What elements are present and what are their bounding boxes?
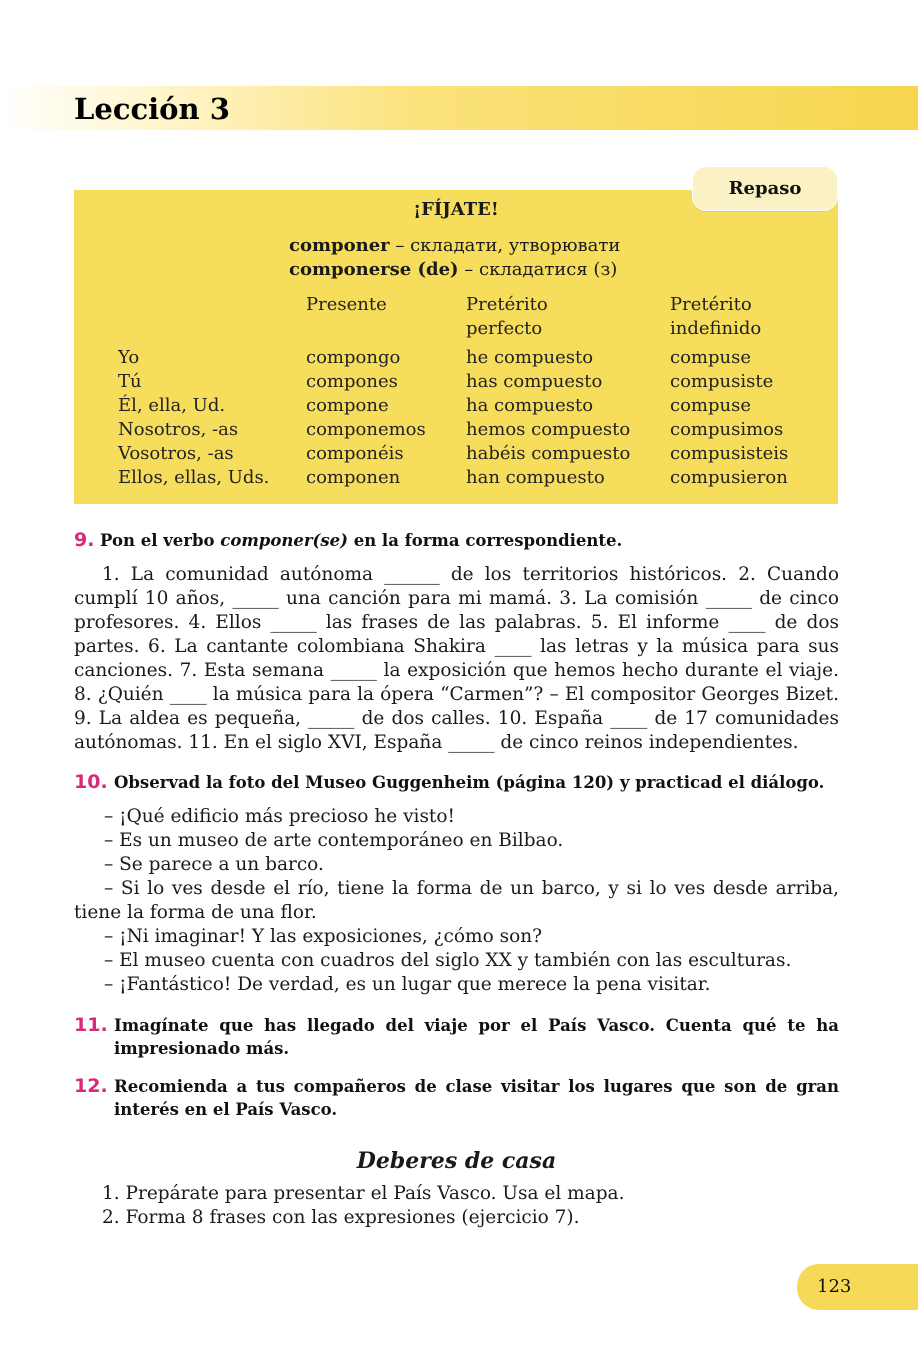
verb-term: componerse (de) (289, 259, 459, 280)
pronoun-cell: Yo (118, 347, 140, 368)
dialog-line: – Si lo ves desde el río, tiene la forma de un barco, y si lo ves desde arriba, tiene la forma de una flor. (74, 878, 839, 923)
pronoun-cell: Tú (118, 371, 142, 392)
presente-cell: compongo (306, 347, 401, 368)
exercise-12-number: 12. (74, 1075, 108, 1097)
exercise-9-number: 9. (74, 529, 95, 551)
verb-definition-2 (289, 258, 617, 282)
presente-cell: componen (306, 467, 401, 488)
dialog-line: – ¡Ni imaginar! Y las exposiciones, ¿cómo son? (104, 926, 543, 947)
pronoun-cell: Vosotros, -as (118, 443, 234, 464)
exercise-11-title-line2: impresionado más. (114, 1039, 290, 1058)
exercise-11-number: 11. (74, 1014, 108, 1036)
exercise-10-number: 10. (74, 771, 108, 793)
page-number: 123 (797, 1264, 918, 1310)
box-heading: ¡FÍJATE! (413, 199, 499, 220)
pronoun-cell: Nosotros, -as (118, 419, 239, 440)
indefinido-cell: compuse (670, 395, 751, 416)
homework-item-1: 1. Prepárate para presentar el País Vasco. Usa el mapa. (102, 1183, 625, 1204)
exercise-9-text: 1. La comunidad autónoma ______ de los territorios históricos. 2. Cuando cumplí 10 años, _____ una canción para mi mamá. 3. La comisión _____ de cinco profesores. 4. Ellos _____ las frases de las palabras. 5. El informe ____ de dos partes. 6. La cantante colombiana Shakira ____ las letras y la música para sus canciones. 7. Esta semana _____ la exposición que hemos hecho durante el viaje. 8. ¿Quién ____ la música para la ópera “Carmen”? – El compositor Georges Bizet. 9. La aldea es pequeña, _____ de dos calles. 10. España ____ de 17 comunidades autónomas. 11. En el siglo XVI, España _____ de cinco reinos independientes. (74, 564, 839, 753)
dialog-line: – ¡Qué edificio más precioso he visto! (104, 806, 455, 827)
pronoun-cell: Ellos, ellas, Uds. (118, 467, 270, 488)
presente-cell: compone (306, 395, 389, 416)
dialog-line: – Es un museo de arte contemporáneo en Bilbao. (104, 830, 564, 851)
perfecto-cell: hemos compuesto (466, 419, 631, 440)
column-header-preterito-perfecto: Pretérito perfecto (466, 294, 548, 339)
perfecto-cell: han compuesto (466, 467, 605, 488)
dialog-line: – Se parece a un barco. (104, 854, 324, 875)
table-row (0, 370, 918, 394)
exercise-9-title: Pon el verbo componer(se) en la forma correspondiente. (100, 531, 623, 550)
table-row (0, 466, 918, 490)
dialog-line: – El museo cuenta con cuadros del siglo XX y también con las esculturas. (104, 950, 792, 971)
indefinido-cell: compusimos (670, 419, 784, 440)
presente-cell: compones (306, 371, 398, 392)
table-row (0, 394, 918, 418)
verb-term: componer (289, 235, 390, 256)
dialog-line: – ¡Fantástico! De verdad, es un lugar que merece la pena visitar. (104, 974, 711, 995)
perfecto-cell: has compuesto (466, 371, 603, 392)
presente-cell: componéis (306, 443, 404, 464)
exercise-12-title-line2: interés en el País Vasco. (114, 1100, 338, 1119)
verb-gloss: – складати, утворювати (389, 235, 621, 256)
lesson-title: Lección 3 (74, 92, 230, 126)
perfecto-cell: habéis compuesto (466, 443, 631, 464)
table-row (0, 418, 918, 442)
verb-gloss: – складатися (з) (458, 259, 618, 280)
pronoun-cell: Él, ella, Ud. (118, 395, 226, 416)
verb-definition-1 (289, 234, 620, 258)
table-row (0, 442, 918, 466)
table-row (0, 346, 918, 370)
indefinido-cell: compuse (670, 347, 751, 368)
perfecto-cell: ha compuesto (466, 395, 594, 416)
perfecto-cell: he compuesto (466, 347, 594, 368)
indefinido-cell: compusisteis (670, 443, 789, 464)
exercise-12-title-line1: Recomienda a tus compañeros de clase visitar los lugares que son de gran (114, 1077, 839, 1096)
presente-cell: componemos (306, 419, 426, 440)
indefinido-cell: compusieron (670, 467, 788, 488)
column-header-preterito-indefinido: Pretérito indefinido (670, 294, 762, 339)
repaso-tab: Repaso (692, 166, 838, 211)
homework-title: Deberes de casa (356, 1148, 557, 1174)
column-header-presente: Presente (306, 294, 387, 315)
homework-item-2: 2. Forma 8 frases con las expresiones (ejercicio 7). (102, 1207, 580, 1228)
exercise-10-dialog (74, 805, 839, 997)
conjugation-table (0, 346, 918, 496)
exercise-10-title: Observad la foto del Museo Guggenheim (página 120) y practicad el diálogo. (114, 773, 825, 792)
indefinido-cell: compusiste (670, 371, 774, 392)
exercise-11-title-line1: Imagínate que has llegado del viaje por el País Vasco. Cuenta qué te ha (114, 1016, 839, 1035)
